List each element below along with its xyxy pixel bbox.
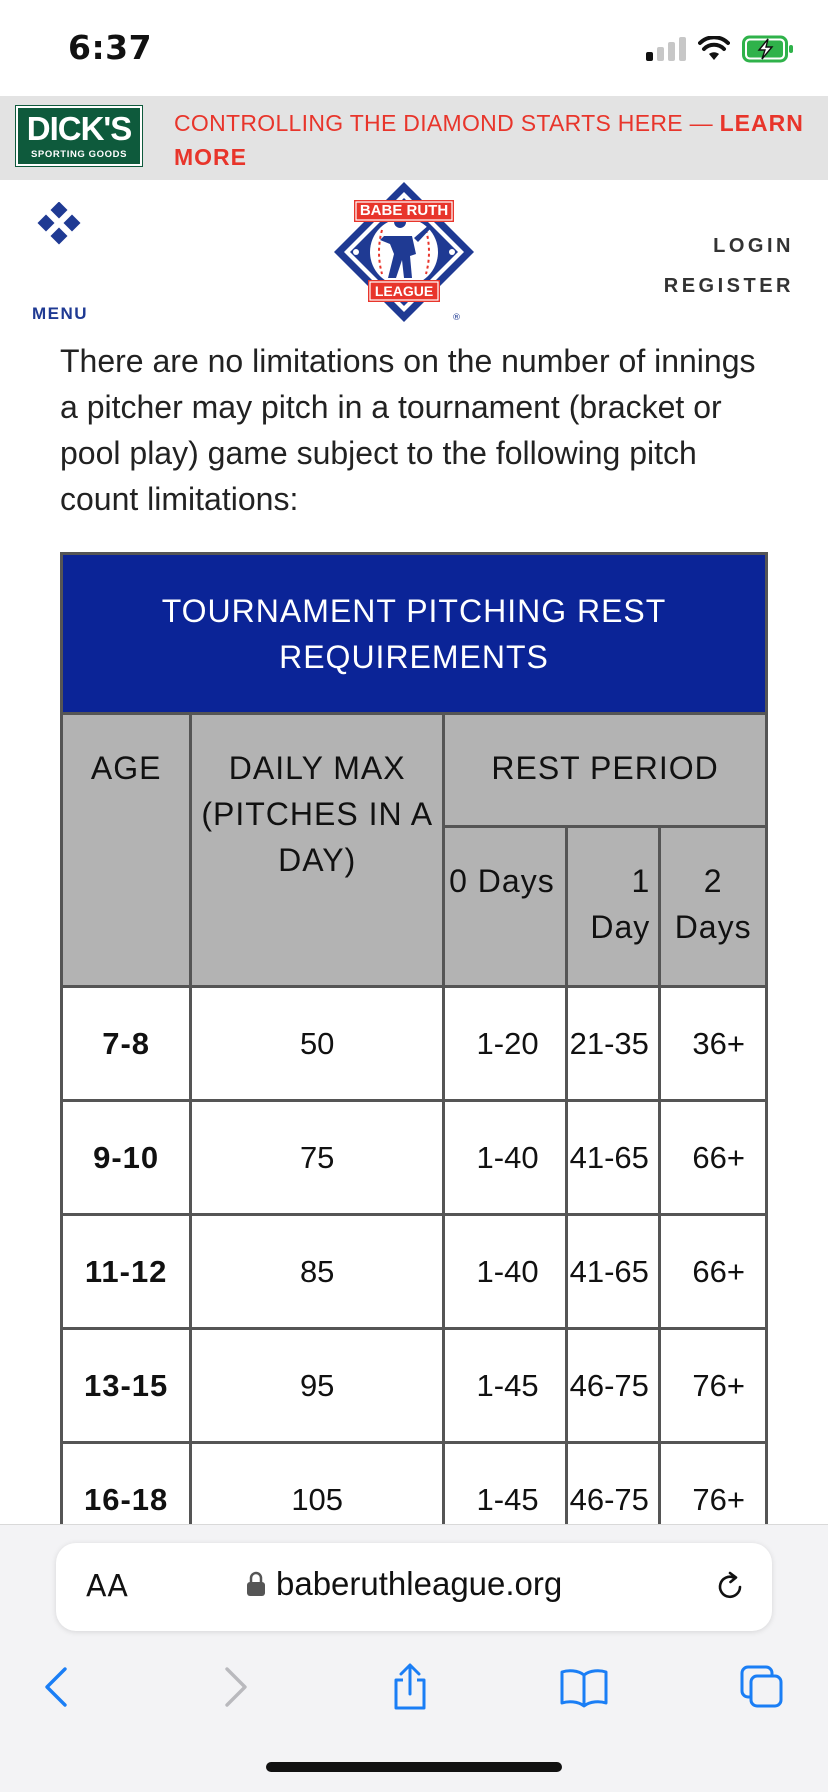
forward-button[interactable] (204, 1655, 268, 1719)
intro-paragraph: There are no limitations on the number of innings a pitcher may pitch in a tournament (bracket or pool play) game subject to the following pitch count limitations: (60, 343, 756, 517)
browser-nav-bar (0, 1655, 828, 1735)
dicks-logo-sub: SPORTING GOODS (30, 149, 128, 160)
forward-icon (221, 1665, 251, 1709)
share-icon (388, 1662, 432, 1712)
zero-days-cell: 1-45 (444, 1443, 567, 1557)
rest-period-header: REST PERIOD (444, 714, 767, 827)
lock-icon (246, 1571, 266, 1597)
two-days-cell: 66+ (660, 1215, 767, 1329)
one-day-cell: 46-75 (566, 1443, 660, 1557)
menu-label: MENU (32, 304, 89, 323)
site-header (0, 180, 828, 330)
two-days-cell: 76+ (660, 1329, 767, 1443)
account-links (664, 226, 794, 306)
tabs-button[interactable] (730, 1655, 794, 1719)
one-day-cell: 41-65 (566, 1101, 660, 1215)
url-text: baberuthleague.org (276, 1565, 563, 1602)
tabs-icon (738, 1663, 786, 1711)
menu-diamond-icon (36, 202, 82, 250)
age-cell: 9-10 (62, 1101, 191, 1215)
promo-text[interactable] (174, 106, 804, 174)
two-days-cell: 66+ (660, 1101, 767, 1215)
dicks-logo[interactable] (16, 106, 142, 166)
signal-icon (646, 37, 686, 61)
browser-toolbar (0, 1524, 828, 1792)
table-row (62, 1101, 767, 1215)
one-day-header: 1 Day (566, 827, 660, 987)
status-time: 6:37 (68, 28, 153, 67)
promo-learn-more-link[interactable]: LEARN MORE (174, 110, 804, 170)
wifi-icon (698, 36, 730, 62)
zero-days-header: 0 Days (444, 827, 567, 987)
zero-days-cell: 1-40 (444, 1215, 567, 1329)
one-day-cell: 21-35 (566, 987, 660, 1101)
age-cell: 16-18 (62, 1443, 191, 1557)
logo-text-bottom: LEAGUE (374, 283, 434, 299)
table-row (62, 1329, 767, 1443)
text-size-button[interactable] (86, 1569, 128, 1604)
back-icon (41, 1665, 71, 1709)
two-days-cell: 36+ (660, 987, 767, 1101)
daily-max-cell: 75 (191, 1101, 444, 1215)
reload-icon[interactable] (712, 1569, 748, 1605)
home-indicator[interactable] (266, 1762, 562, 1772)
one-day-cell: 46-75 (566, 1329, 660, 1443)
menu-button[interactable] (26, 202, 92, 323)
daily-max-header: DAILY MAX (PITCHES IN A DAY) (191, 714, 444, 987)
status-bar (0, 0, 828, 96)
table-body (62, 987, 767, 1557)
age-cell: 11-12 (62, 1215, 191, 1329)
daily-max-cell: 95 (191, 1329, 444, 1443)
url-group[interactable] (246, 1565, 562, 1603)
rest-requirements-table-wrap (60, 552, 768, 1558)
dicks-logo-main: DICK'S (26, 110, 132, 147)
back-button[interactable] (24, 1655, 88, 1719)
age-cell: 13-15 (62, 1329, 191, 1443)
table-title: TOURNAMENT PITCHING REST REQUIREMENTS (62, 554, 767, 714)
zero-days-cell: 1-45 (444, 1329, 567, 1443)
login-link[interactable]: LOGIN (713, 235, 794, 257)
register-link[interactable]: REGISTER (663, 275, 794, 297)
promo-headline: CONTROLLING THE DIAMOND STARTS HERE — (174, 110, 713, 136)
zero-days-cell: 1-40 (444, 1101, 567, 1215)
daily-max-cell: 50 (191, 987, 444, 1101)
zero-days-cell: 1-20 (444, 987, 567, 1101)
status-icons (646, 34, 794, 64)
table-row (62, 1215, 767, 1329)
bookmarks-button[interactable] (552, 1655, 616, 1719)
svg-text:®: ® (452, 313, 461, 323)
table-row (62, 987, 767, 1101)
logo-text-top: BABE RUTH (359, 202, 449, 219)
two-days-cell: 76+ (660, 1443, 767, 1557)
age-cell: 7-8 (62, 987, 191, 1101)
address-bar[interactable] (56, 1543, 772, 1631)
two-days-header: 2 Days (660, 827, 767, 987)
text-size-label: AA (86, 1569, 128, 1604)
promo-banner[interactable] (0, 96, 828, 180)
share-button[interactable] (378, 1655, 442, 1719)
age-header: AGE (62, 714, 191, 987)
babe-ruth-league-logo[interactable] (330, 180, 478, 330)
daily-max-cell: 105 (191, 1443, 444, 1557)
one-day-cell: 41-65 (566, 1215, 660, 1329)
battery-charging-icon (742, 35, 794, 63)
bookmarks-icon (558, 1665, 610, 1709)
rest-requirements-table (60, 552, 768, 1558)
daily-max-cell: 85 (191, 1215, 444, 1329)
